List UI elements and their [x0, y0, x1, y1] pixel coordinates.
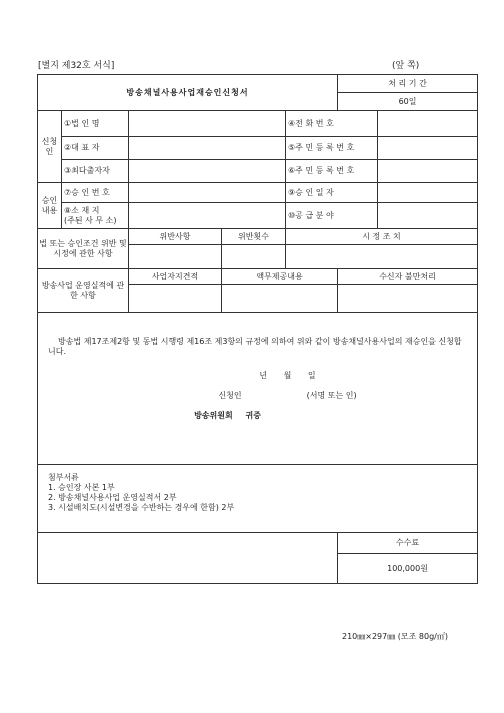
- attachments-block: [38, 465, 478, 533]
- operation-col-3: 수신자 불만처리: [338, 269, 478, 285]
- violation-col-correction: 시 정 조 치: [286, 229, 478, 245]
- form-number: [별지 제32호 서식]: [38, 61, 115, 71]
- approval-number-field[interactable]: [129, 183, 286, 203]
- corporate-name-label: ①법 인 명: [62, 111, 129, 137]
- violation-col-items: 위반사항: [129, 229, 222, 245]
- form-title: 방송채널사용사업재승인신청서: [38, 75, 338, 111]
- processing-period-value: 60일: [338, 93, 478, 111]
- supply-field-field[interactable]: [378, 203, 478, 229]
- rrn-label-2: ⑥주 민 등 록 번 호: [286, 160, 378, 183]
- violation-label: 법 또는 승인조건 위반 및 시정에 관한 사항: [38, 229, 129, 269]
- major-shareholder-field[interactable]: [129, 160, 286, 183]
- applicant-sign-label: 신청인: [218, 391, 242, 400]
- recipient: 방송위원회 귀중: [194, 411, 261, 420]
- phone-label: ④전 화 번 호: [286, 111, 378, 137]
- application-form: [37, 74, 478, 584]
- operation-field-1[interactable]: [129, 285, 222, 313]
- blank-area: [38, 533, 338, 584]
- supply-field-label: ⑩공 급 분 야: [286, 203, 378, 229]
- approval-number-label: ⑦승 인 번 호: [62, 183, 129, 203]
- attachments-title: 첨부서류: [48, 473, 79, 482]
- declaration-block: [38, 313, 478, 465]
- signature-note: (서명 또는 인): [306, 391, 357, 400]
- page-side-label: (앞 쪽): [392, 61, 420, 71]
- applicant-group-label: 신청인: [38, 111, 62, 183]
- operation-field-2[interactable]: [222, 285, 338, 313]
- major-shareholder-label: ③최다출자자: [62, 160, 129, 183]
- declaration-text: 방송법 제17조제2항 및 동법 시행령 제16조 제3항의 규정에 의하여 위와 같이 방송채널사용사업의 재승인을 신청합니다.: [48, 337, 462, 356]
- operation-col-2: 액무제공내용: [222, 269, 338, 285]
- violation-col-count: 위반횟수: [222, 229, 286, 245]
- attachment-item-3: 3. 시설배치도(시설변경을 수반하는 경우에 한함) 2부: [48, 503, 235, 512]
- violation-correction-field[interactable]: [286, 245, 478, 269]
- approval-group-label: 승인 내용: [38, 183, 62, 229]
- processing-period-label: 처 리 기 간: [338, 75, 478, 93]
- operation-col-1: 사업자지견적: [129, 269, 222, 285]
- operation-field-3[interactable]: [338, 285, 478, 313]
- rrn-field-2[interactable]: [378, 160, 478, 183]
- paper-spec: 210㎜×297㎜ (모조 80g/㎡): [342, 632, 448, 641]
- violation-items-field[interactable]: [129, 245, 222, 269]
- rrn-label-1: ⑤주 민 등 록 번 호: [286, 137, 378, 160]
- corporate-name-field[interactable]: [129, 111, 286, 137]
- approval-date-label: ⑨승 인 일 자: [286, 183, 378, 203]
- representative-field[interactable]: [129, 137, 286, 160]
- fee-label: 수수료: [338, 533, 478, 554]
- operation-label: 방송사업 운영실적에 관한 사항: [38, 269, 129, 313]
- fee-value: 100,000원: [338, 554, 478, 584]
- attachment-item-1: 1. 승인장 사본 1부: [48, 483, 115, 492]
- declaration-date: 년 월 일: [259, 371, 316, 380]
- phone-field[interactable]: [378, 111, 478, 137]
- location-field[interactable]: [129, 203, 286, 229]
- location-label: ⑧소 재 지 (주된 사 무 소): [62, 203, 129, 229]
- signature-line: [48, 391, 467, 401]
- violation-count-field[interactable]: [222, 245, 286, 269]
- attachment-item-2: 2. 방송채널사용사업 운영실적서 2부: [48, 493, 177, 502]
- representative-label: ②대 표 자: [62, 137, 129, 160]
- approval-date-field[interactable]: [378, 183, 478, 203]
- rrn-field-1[interactable]: [378, 137, 478, 160]
